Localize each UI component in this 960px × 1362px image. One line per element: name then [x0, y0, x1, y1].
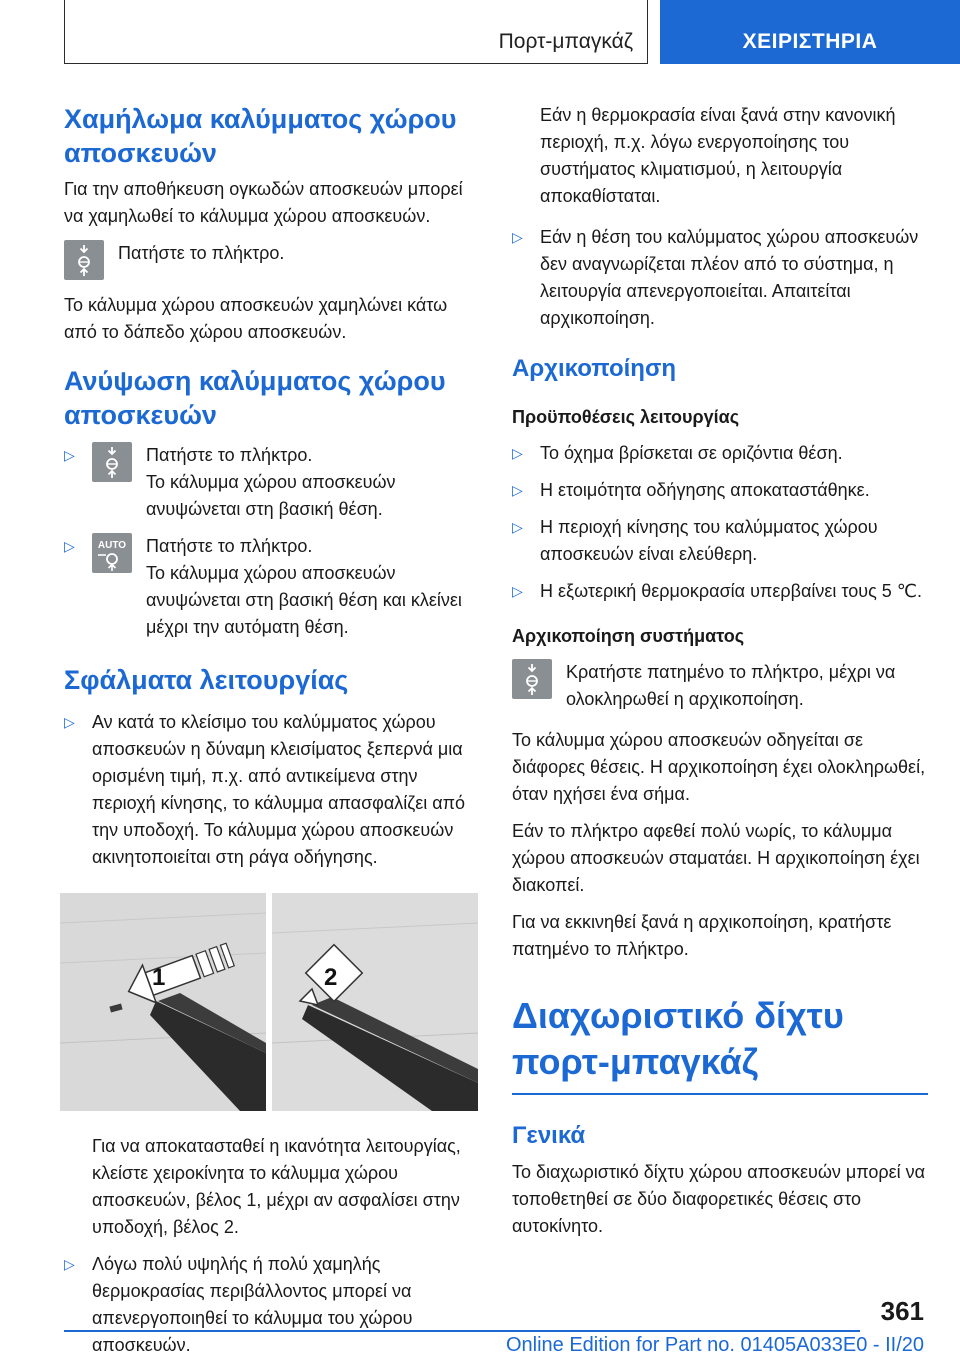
- faults-heading: Σφάλματα λειτουργίας: [64, 665, 349, 695]
- raise-item-2: [64, 533, 484, 641]
- tailgate-cover-button-icon: [92, 442, 132, 482]
- raise-cover-heading: Ανύψωση καλύμματος χώρου αποσκευών: [64, 366, 446, 430]
- triangle-bullet-icon: ▷: [64, 1256, 75, 1272]
- general-heading: Γενικά: [512, 1121, 586, 1149]
- after-photo-text: Για να αποκατασταθεί η ικανότητα λειτουργίας, κλείστε χειροκίνητα το κάλυμμα χώρου αποσκευών, βέλος 1, μέχρι αν ασφαλίσει στην υποδοχή, βέλος 2.: [92, 1136, 461, 1237]
- prereq-label: Προϋποθέσεις λειτουργίας: [512, 407, 740, 427]
- prereq-item-2: [512, 477, 928, 504]
- header-section-box: [64, 0, 648, 64]
- chapter-divider: [512, 1093, 928, 1095]
- raise-item-2-result: Το κάλυμμα χώρου αποσκευών ανυψώνεται στη βασική θέση και κλείνει μέχρι την αυτόματη θέση.: [146, 563, 462, 637]
- lower-cover-result: Το κάλυμμα χώρου αποσκευών χαμηλώνει κάτω από το δάπεδο χώρου αποσκευών.: [64, 295, 448, 342]
- raise-item-1-button-text: Πατήστε το πλήκτρο.: [146, 445, 313, 465]
- init-heading: Αρχικοποίηση: [512, 355, 677, 382]
- partition-net-chapter-title: Διαχωριστικό δίχτυ πορτ-μπαγκάζ: [512, 995, 844, 1082]
- faults-item-2-text: Λόγω πολύ υψηλής ή πολύ χαμηλής θερμοκρασίας περιβάλλοντος μπορεί να απενεργοποιηθεί το κάλυμμα του χώρου αποσκευών.: [92, 1254, 413, 1355]
- tailgate-cover-button-icon: [64, 240, 104, 280]
- photo-panel-arrow-1: [60, 893, 266, 1111]
- triangle-bullet-icon: ▷: [512, 519, 523, 535]
- left-column: [64, 102, 484, 1362]
- triangle-bullet-icon: ▷: [64, 714, 75, 730]
- prereq-item-3-text: Η περιοχή κίνησης του καλύμματος χώρου αποσκευών είναι ελεύθερη.: [540, 517, 878, 564]
- header-chapter-tab[interactable]: [660, 0, 960, 64]
- raise-item-2-button-text: Πατήστε το πλήκτρο.: [146, 536, 313, 556]
- auto-icon-label: AUTO: [97, 540, 127, 551]
- lower-cover-instruction: [64, 240, 484, 280]
- sysinit-button-text: Κρατήστε πατημένο το πλήκτρο, μέχρι να ολοκληρωθεί η αρχικοποίηση.: [566, 662, 896, 709]
- cover-lock-photo: [60, 893, 478, 1111]
- photo-arrow-label-2: 2: [324, 964, 338, 991]
- auto-cover-button-icon: [92, 533, 132, 573]
- lower-cover-heading: Χαμήλωμα καλύμματος χώρου αποσκευών: [64, 104, 457, 168]
- prereq-item-2-text: Η ετοιμότητα οδήγησης αποκαταστάθηκε.: [540, 480, 870, 500]
- triangle-bullet-icon: ▷: [512, 482, 523, 498]
- sysinit-instruction: [512, 659, 928, 713]
- triangle-bullet-icon: ▷: [512, 583, 523, 599]
- lower-cover-intro: Για την αποθήκευση ογκωδών αποσκευών μπορεί να χαμηλωθεί το κάλυμμα χώρου αποσκευών.: [64, 179, 463, 226]
- photo-arrow-label-1: 1: [152, 964, 166, 991]
- sysinit-paragraph-3: Για να εκκινηθεί ξανά η αρχικοποίηση, κρατήστε πατημένο το πλήκτρο.: [512, 912, 892, 959]
- prereq-item-3: [512, 514, 928, 568]
- prereq-item-4: [512, 578, 928, 605]
- prereq-item-4-text: Η εξωτερική θερμοκρασία υπερβαίνει τους 5 ℃.: [540, 581, 923, 601]
- prereq-item-1: [512, 440, 928, 467]
- faults-item-1: [64, 709, 484, 871]
- tailgate-cover-button-icon: [512, 659, 552, 699]
- lower-cover-button-text: Πατήστε το πλήκτρο.: [118, 243, 285, 263]
- triangle-bullet-icon: ▷: [512, 445, 523, 461]
- triangle-bullet-icon: ▷: [512, 229, 523, 245]
- footer-edition-link[interactable]: Online Edition for Part no. 01405A033E0 - II/20: [505, 1334, 924, 1356]
- page-number: 361: [880, 1296, 924, 1326]
- photo-panel-arrow-2: [272, 893, 478, 1111]
- footer-divider: [64, 1330, 860, 1332]
- raise-item-1: [64, 442, 484, 523]
- temperature-continuation: Εάν η θερμοκρασία είναι ξανά στην κανονική περιοχή, π.χ. λόγω ενεργοποίησης του συστήματος κλιματισμού, η λειτουργία αποκαθίσταται.: [540, 105, 896, 206]
- raise-item-1-result: Το κάλυμμα χώρου αποσκευών ανυψώνεται στη βασική θέση.: [146, 472, 396, 519]
- position-item-text: Εάν η θέση του καλύμματος χώρου αποσκευών δεν αναγνωρίζεται πλέον από το σύστημα, η λειτουργία απενεργοποιείται. Απαιτείται αρχικοποίηση.: [540, 227, 919, 328]
- triangle-bullet-icon: ▷: [64, 447, 75, 463]
- sysinit-paragraph-1: Το κάλυμμα χώρου αποσκευών οδηγείται σε διάφορες θέσεις. Η αρχικοποίηση έχει ολοκληρωθεί, όταν ηχήσει ένα σήμα.: [512, 730, 926, 804]
- header-section-title: Πορτ-μπαγκάζ: [498, 30, 633, 53]
- right-column: [512, 102, 928, 1250]
- sysinit-paragraph-2: Εάν το πλήκτρο αφεθεί πολύ νωρίς, το κάλυμμα χώρου αποσκευών σταματάει. Η αρχικοποίηση έχει διακοπεί.: [512, 821, 920, 895]
- prereq-item-1-text: Το όχημα βρίσκεται σε οριζόντια θέση.: [540, 443, 843, 463]
- triangle-bullet-icon: ▷: [64, 538, 75, 554]
- general-text: Το διαχωριστικό δίχτυ χώρου αποσκευών μπορεί να τοποθετηθεί σε δύο διαφορετικές θέσεις στο αυτοκίνητο.: [512, 1161, 926, 1236]
- position-item: [512, 224, 928, 332]
- faults-item-1-text: Αν κατά το κλείσιμο του καλύμματος χώρου αποσκευών η δύναμη κλεισίματος ξεπερνά μια ορισμένη τιμή, π.χ. από αντικείμενα στην περιοχή κίνησης, το κάλυμμα απασφαλίζει από την υποδοχή. Το κάλυμμα χώρου αποσκευών ακινητοποιείται στη ράγα οδήγησης.: [92, 712, 466, 867]
- sysinit-label: Αρχικοποίηση συστήματος: [512, 626, 745, 646]
- header-chapter-title: ΧΕΙΡΙΣΤΗΡΙΑ: [742, 30, 878, 53]
- faults-item-2: [64, 1251, 484, 1359]
